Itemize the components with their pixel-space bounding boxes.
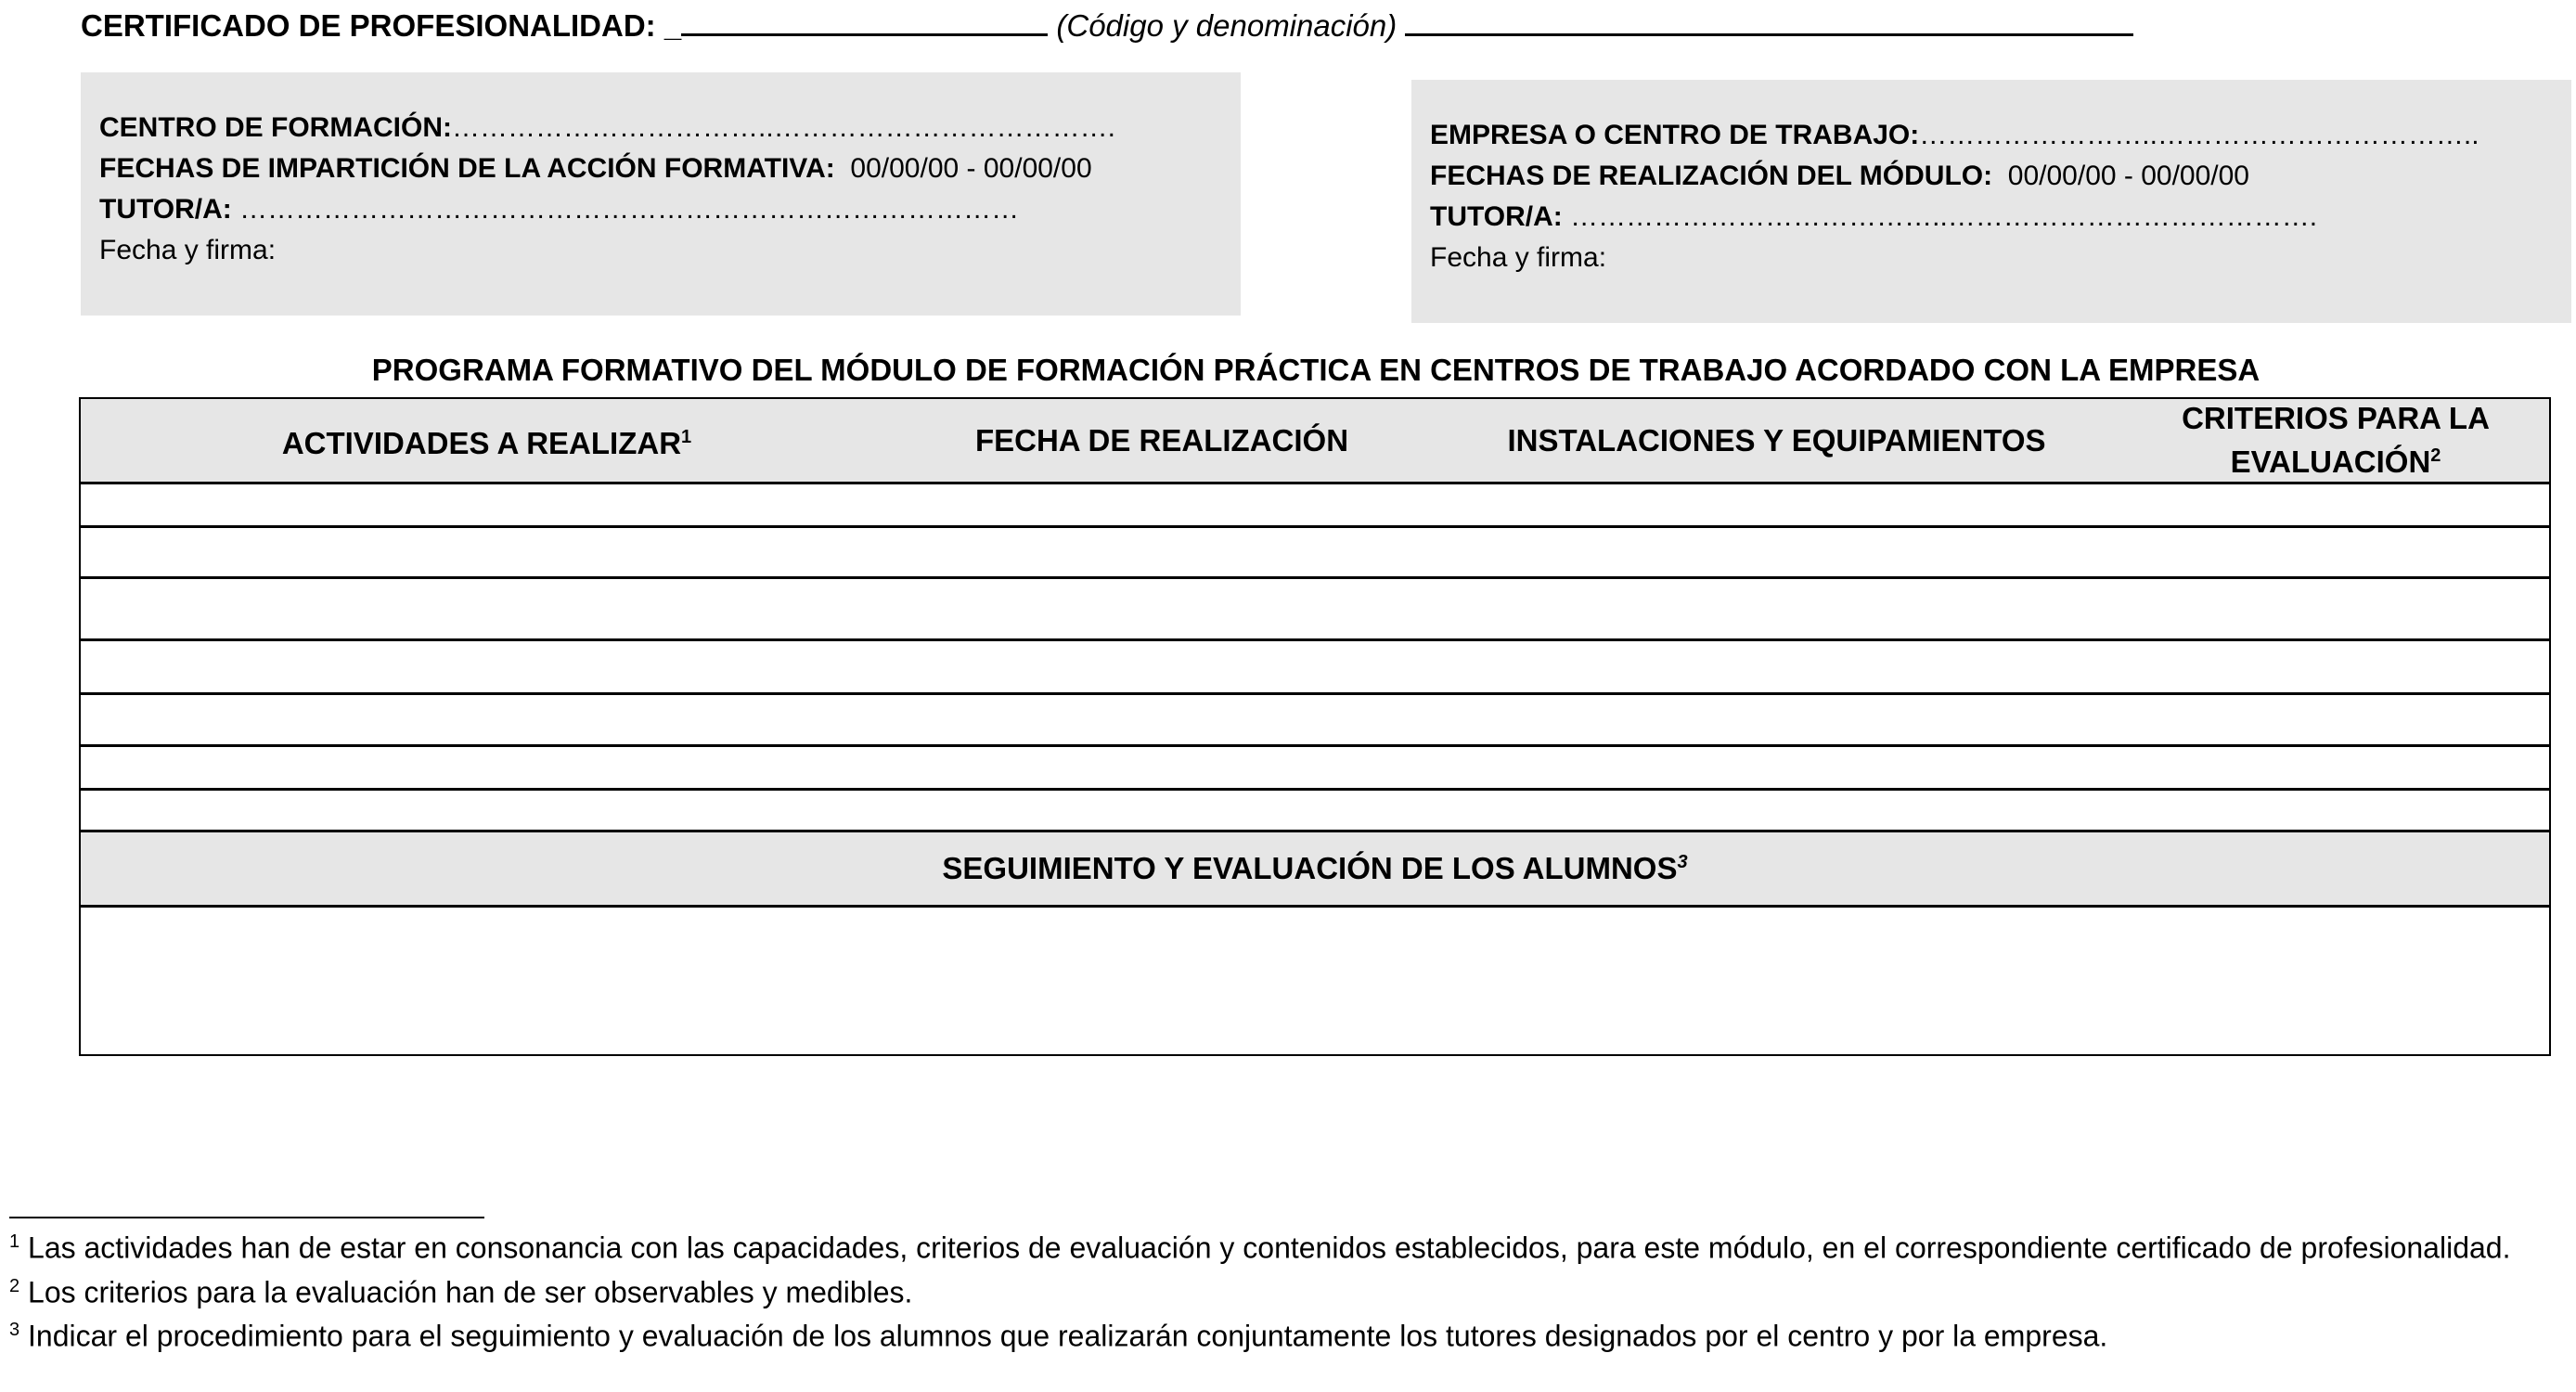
footnote-separator: [9, 1217, 484, 1218]
monitoring-body[interactable]: [81, 908, 2549, 1054]
monitoring-header-row: [81, 832, 2549, 908]
company-signature-label: Fecha y firma:: [1430, 242, 1607, 273]
company-label: EMPRESA O CENTRO DE TRABAJO:: [1430, 120, 1920, 150]
module-dates-value[interactable]: 00/00/00 - 00/00/00: [2007, 161, 2249, 191]
module-dates-line: [1430, 156, 2571, 197]
company-tutor-line: [1430, 197, 2571, 238]
footnotes: [9, 1223, 2561, 1356]
training-tutor-dots[interactable]: …………………………………………………………………………: [239, 194, 1020, 225]
column-header-activities: ACTIVIDADES A REALIZAR$^1$: [281, 426, 692, 460]
training-tutor-label: TUTOR/A:: [99, 194, 232, 225]
training-dates-label: FECHAS DE IMPARTICIÓN DE LA ACCIÓN FORMATIVA:: [99, 153, 835, 184]
table-row[interactable]: [81, 695, 2549, 747]
training-dates-line: [99, 148, 1241, 189]
footnote-1: $^1$ Las actividades han de estar en consonancia con las capacidades, criterios de evaluación y contenidos establecidos, para este módulo, en el correspondiente certificado de profesionalidad.: [9, 1231, 2511, 1265]
table-row[interactable]: [81, 641, 2549, 695]
training-signature-label: Fecha y firma:: [99, 235, 277, 265]
certificate-code-hint: (Código y denominación): [1056, 8, 1397, 43]
certificate-header: [81, 6, 2215, 46]
training-dates-value[interactable]: 00/00/00 - 00/00/00: [850, 153, 1092, 184]
table-row[interactable]: [81, 484, 2549, 528]
module-dates-label: FECHAS DE REALIZACIÓN DEL MÓDULO:: [1430, 161, 1993, 191]
program-title: PROGRAMA FORMATIVO DEL MÓDULO DE FORMACIÓN PRÁCTICA EN CENTROS DE TRABAJO ACORDADO CON LA EMPRESA: [371, 353, 2260, 387]
table-header-row: [81, 399, 2549, 484]
company-tutor-dots[interactable]: …………………………………..………………………………….: [1570, 201, 2318, 232]
footnote-3: $^3$ Indicar el procedimiento para el seguimiento y evaluación de los alumnos que realizarán conjuntamente los tutores designados por el centro y por la empresa.: [9, 1319, 2108, 1353]
column-header-date: FECHA DE REALIZACIÓN: [974, 422, 1349, 458]
company-dots[interactable]: ……………………..……………………………..: [1919, 120, 2479, 150]
training-center-dots[interactable]: ……………………………..……………………………….: [451, 112, 1115, 143]
company-line: [1430, 115, 2571, 156]
program-table: [79, 397, 2551, 1056]
training-center-label: CENTRO DE FORMACIÓN:: [99, 112, 452, 143]
company-box: [1411, 80, 2571, 323]
table-row[interactable]: [81, 579, 2549, 641]
training-center-line: [99, 108, 1241, 148]
table-row[interactable]: [81, 747, 2549, 791]
certificate-label: CERTIFICADO DE PROFESIONALIDAD:: [81, 8, 656, 43]
table-row[interactable]: [81, 528, 2549, 579]
certificate-code-blank[interactable]: [681, 6, 1048, 36]
footnote-2: $^2$ Los criterios para la evaluación han de ser observables y medibles.: [9, 1275, 913, 1309]
monitoring-label: SEGUIMIENTO Y EVALUACIÓN DE LOS ALUMNOS$^3$: [942, 851, 1688, 885]
certificate-prefix: _: [663, 8, 682, 43]
company-tutor-label: TUTOR/A:: [1430, 201, 1563, 232]
training-tutor-line: [99, 189, 1241, 230]
column-header-criteria: CRITERIOS PARA LA EVALUACIÓN$^2$: [2182, 401, 2490, 479]
training-center-box: [81, 72, 1241, 316]
table-row[interactable]: [81, 791, 2549, 832]
certificate-name-blank[interactable]: [1405, 6, 2133, 36]
column-header-facilities: INSTALACIONES Y EQUIPAMIENTOS: [1507, 422, 2046, 458]
